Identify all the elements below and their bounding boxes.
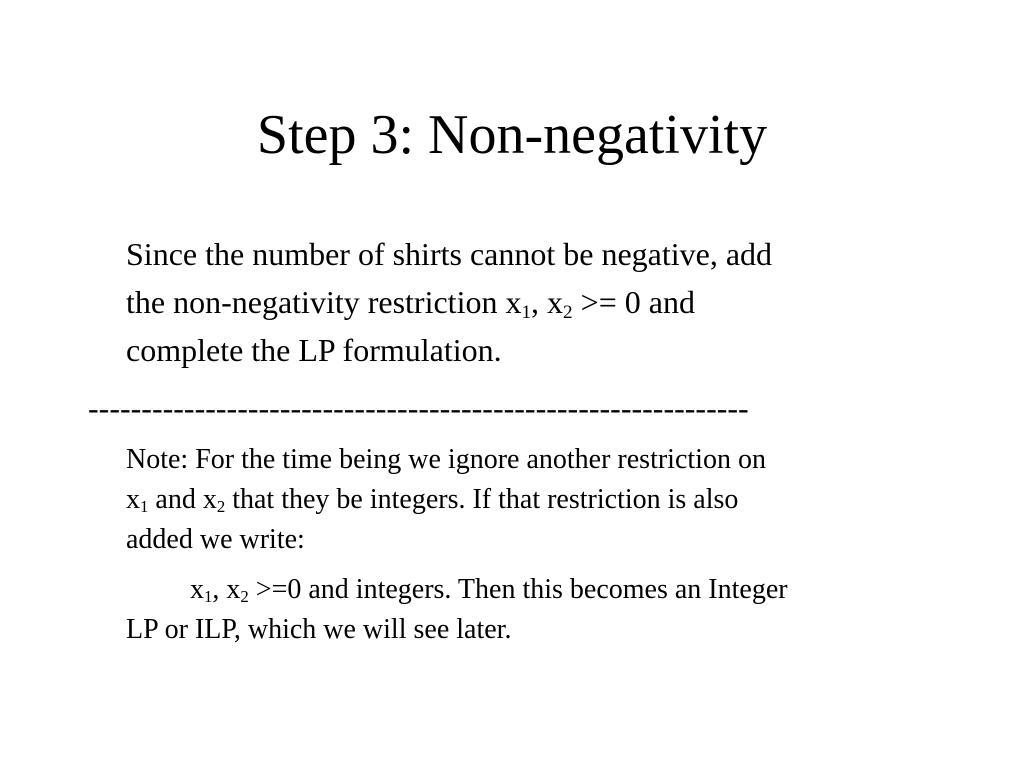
- main-line-2-part-a: the non-negativity restriction x: [126, 284, 522, 320]
- main-paragraph: [126, 230, 956, 374]
- slide-title: Step 3: Non-negativity: [256, 104, 768, 166]
- note-line-2-subscript-2: 2: [216, 497, 226, 517]
- ilp-line-1-subscript-2: 2: [240, 587, 249, 607]
- note-line-1: Note: For the time being we ignore another restriction on: [126, 444, 766, 475]
- note-line-2-part-c: that they be integers. If that restriction is also: [225, 484, 739, 515]
- main-line-3: complete the LP formulation.: [126, 332, 502, 368]
- main-line-2-subscript-2: 2: [563, 301, 573, 323]
- ilp-line-2: LP or ILP, which we will see later.: [126, 614, 512, 645]
- dashed-divider: --------------------------------------------------------------: [88, 390, 749, 426]
- ilp-line-1-part-c: >=0 and integers. Then this becomes an Integer: [248, 574, 788, 605]
- main-line-2-part-b: , x: [531, 284, 564, 320]
- main-line-1: Since the number of shirts cannot be negative, add: [126, 236, 773, 272]
- ilp-line-1-part-b: , x: [212, 574, 241, 605]
- note-paragraph: [126, 440, 946, 560]
- ilp-line-1-part-a: x: [190, 574, 204, 605]
- note-line-2-part-b: and x: [148, 484, 217, 515]
- ilp-paragraph: [126, 570, 946, 650]
- main-line-2-subscript-1: 1: [521, 301, 532, 323]
- note-line-2-part-a: x: [126, 484, 140, 515]
- note-line-2-subscript-1: 1: [140, 497, 149, 517]
- note-line-3: added we write:: [126, 524, 305, 555]
- ilp-line-1-subscript-1: 1: [204, 587, 213, 607]
- main-line-2-part-c: >= 0 and: [572, 284, 695, 320]
